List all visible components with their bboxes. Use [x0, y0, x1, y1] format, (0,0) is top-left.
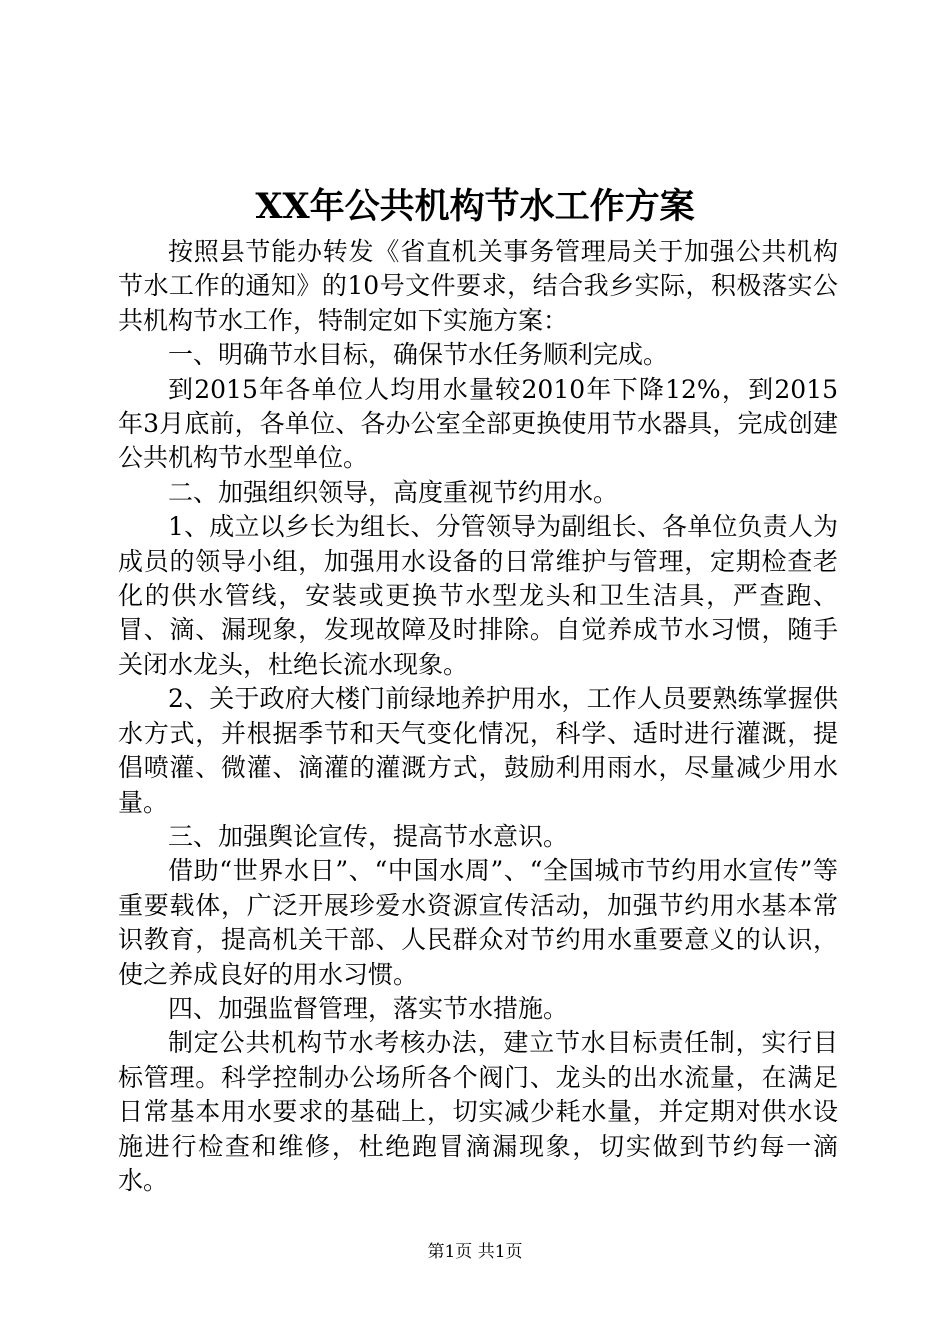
- document-body: [118, 235, 838, 1198]
- page-footer: 第1页 共1页: [427, 1242, 523, 1262]
- document-title: XX年公共机构节水工作方案: [255, 186, 695, 227]
- section-heading-4: 四、加强监督管理，落实节水措施。: [168, 993, 569, 1023]
- section-2-item-2: 2、关于政府大楼门前绿地养护用水，工作人员要熟练掌握供水方式，并根据季节和天气变化情况，科学、适时进行灌溉，提倡喷灌、微灌、滴灌的灌溉方式，鼓励利用雨水，尽量减少用水量。: [118, 684, 838, 817]
- intro-paragraph: 按照县节能办转发《省直机关事务管理局关于加强公共机构节水工作的通知》的10号文件要求，结合我乡实际，积极落实公共机构节水工作，特制定如下实施方案：: [118, 237, 838, 335]
- section-heading-2: 二、加强组织领导，高度重视节约用水。: [168, 477, 619, 507]
- section-4-paragraph: 制定公共机构节水考核办法，建立节水目标责任制，实行目标管理。科学控制办公场所各个阀门、龙头的出水流量，在满足日常基本用水要求的基础上，切实减少耗水量，并定期对供水设施进行检查和维修，杜绝跑冒滴漏现象，切实做到节约每一滴水。: [118, 1028, 838, 1195]
- section-3-paragraph: 借助“世界水日”、“中国水周”、“全国城市节约用水宣传”等重要载体，广泛开展珍爱水资源宣传活动，加强节约用水基本常识教育，提高机关干部、人民群众对节约用水重要意义的认识，使之养成良好的用水习惯。: [118, 856, 838, 989]
- section-1-paragraph: 到2015年各单位人均用水量较2010年下降12%，到2015年3月底前，各单位、各办公室全部更换使用节水器具，完成创建公共机构节水型单位。: [118, 374, 838, 473]
- section-heading-1: 一、明确节水目标，确保节水任务顺利完成。: [168, 340, 669, 370]
- section-heading-3: 三、加强舆论宣传，提高节水意识。: [168, 821, 569, 851]
- section-2-item-1: 1、成立以乡长为组长、分管领导为副组长、各单位负责人为成员的领导小组，加强用水设备的日常维护与管理，定期检查老化的供水管线，安装或更换节水型龙头和卫生洁具，严查跑、冒、滴、漏现象，发现故障及时排除。自觉养成节水习惯，随手关闭水龙头，杜绝长流水现象。: [118, 512, 838, 679]
